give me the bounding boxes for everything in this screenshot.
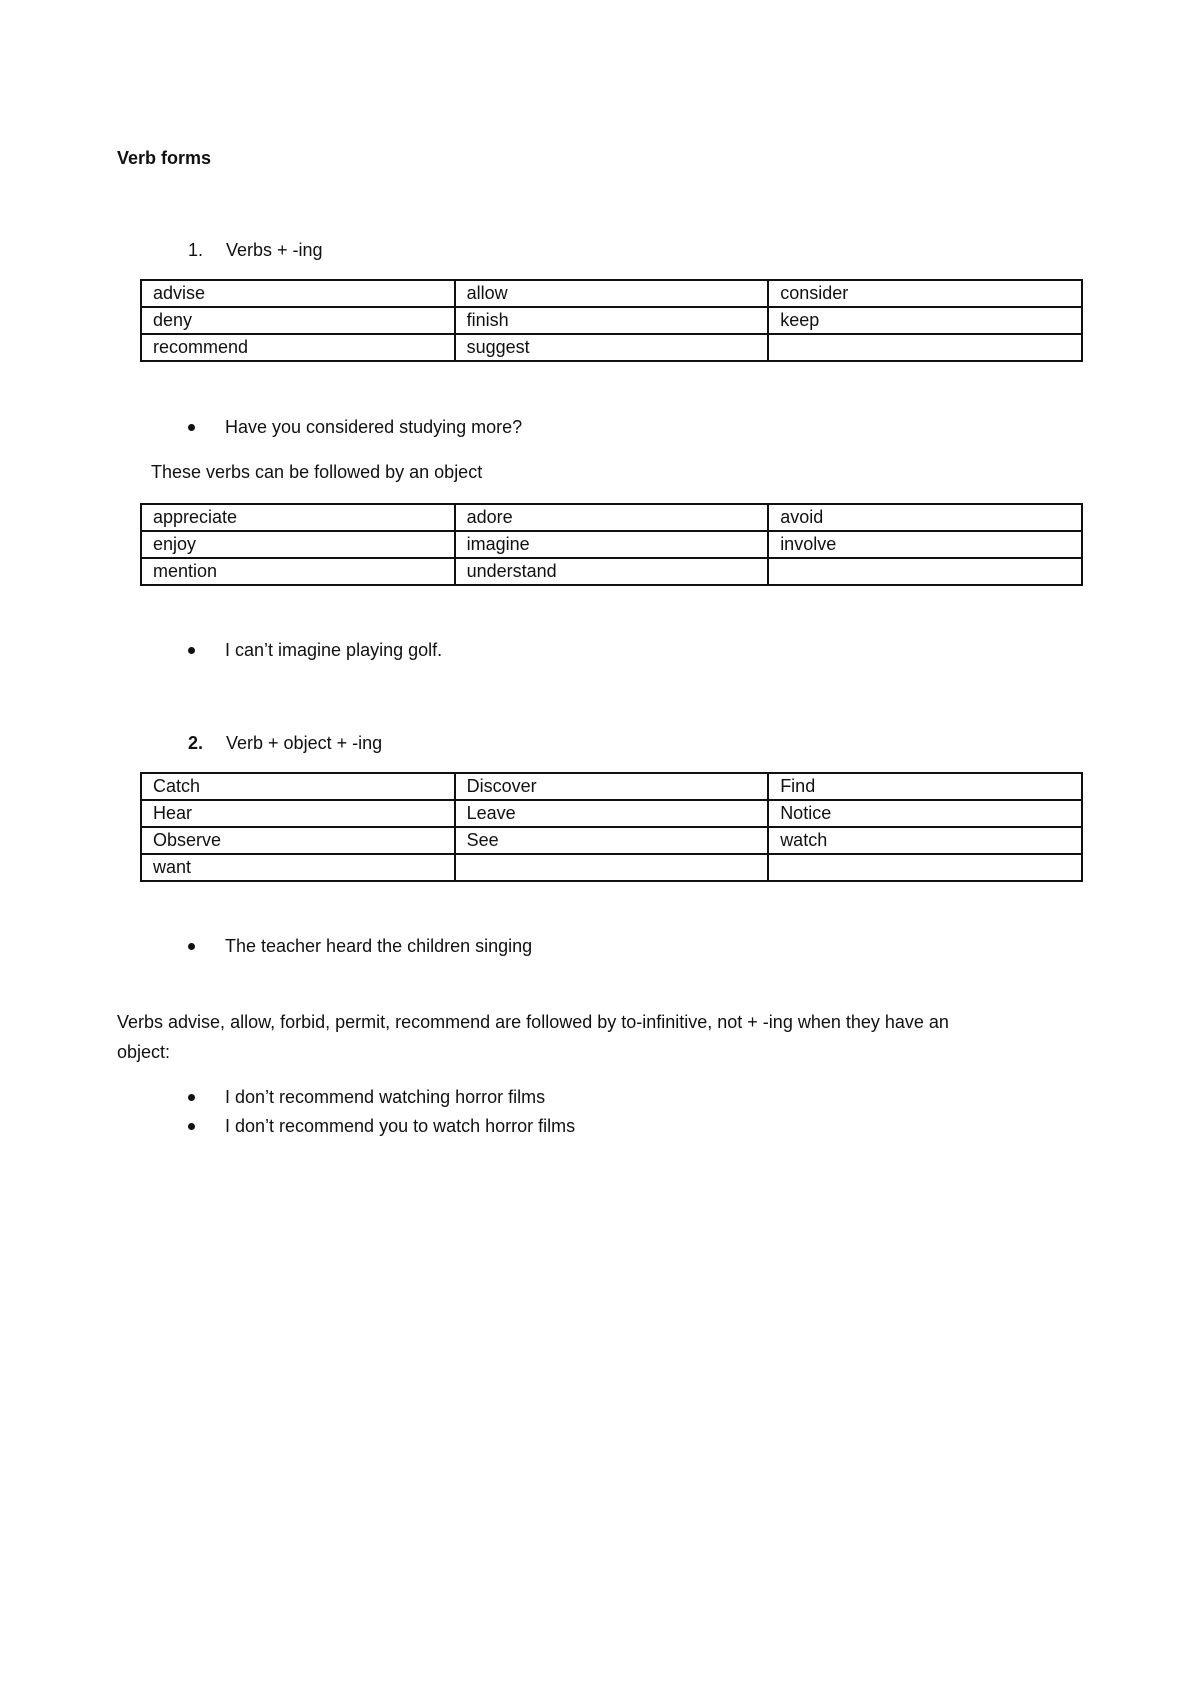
table-cell: enjoy — [141, 531, 455, 558]
bullet-icon — [188, 943, 195, 950]
table-cell: allow — [455, 280, 769, 307]
table-cell: want — [141, 854, 455, 881]
table-cell: adore — [455, 504, 769, 531]
example-text: I don’t recommend you to watch horror films — [225, 1116, 576, 1136]
table-row — [141, 827, 1082, 854]
section-1-heading — [188, 239, 323, 261]
table-cell: watch — [768, 827, 1082, 854]
section-1-number: 1. — [188, 240, 204, 260]
table-cell: advise — [141, 280, 455, 307]
table-row — [141, 800, 1082, 827]
table-cell: consider — [768, 280, 1082, 307]
section-2-heading — [188, 732, 382, 754]
table-cell: Hear — [141, 800, 455, 827]
table-cell — [455, 854, 769, 881]
table-cell: avoid — [768, 504, 1082, 531]
table-cell — [768, 854, 1082, 881]
table-cell — [768, 334, 1082, 361]
table-cell: deny — [141, 307, 455, 334]
table-cell: appreciate — [141, 504, 455, 531]
table-cell — [768, 558, 1082, 585]
table-cell: understand — [455, 558, 769, 585]
table-row — [141, 307, 1082, 334]
table-cell: mention — [141, 558, 455, 585]
table-cell: involve — [768, 531, 1082, 558]
table-cell: Observe — [141, 827, 455, 854]
example-text: I can’t imagine playing golf. — [225, 640, 443, 660]
bullet-icon — [188, 1123, 195, 1130]
example-text: Have you considered studying more? — [225, 417, 523, 437]
table-cell: Find — [768, 773, 1082, 800]
table-row — [141, 854, 1082, 881]
table-row — [141, 334, 1082, 361]
section-2-heading-text: Verb + object + -ing — [226, 733, 383, 753]
verbs-ing-table — [140, 279, 1083, 362]
table-cell: See — [455, 827, 769, 854]
table-cell: finish — [455, 307, 769, 334]
bullet-icon — [188, 647, 195, 654]
table-cell: Leave — [455, 800, 769, 827]
table-cell: Notice — [768, 800, 1082, 827]
section-2-number: 2. — [188, 733, 204, 753]
bullet-icon — [188, 1094, 195, 1101]
document-title: Verb forms — [117, 148, 212, 168]
infinitive-note-line: object: — [117, 1042, 171, 1062]
infinitive-note-line: Verbs advise, allow, forbid, permit, recommend are followed by to-infinitive, not + -ing when they have an — [117, 1012, 949, 1032]
table-cell: recommend — [141, 334, 455, 361]
verbs-object-table — [140, 503, 1083, 586]
table-row — [141, 531, 1082, 558]
table-row — [141, 504, 1082, 531]
bullet-icon — [188, 424, 195, 431]
infinitive-note — [117, 1007, 949, 1067]
table-row — [141, 558, 1082, 585]
table-cell: Discover — [455, 773, 769, 800]
table-cell: imagine — [455, 531, 769, 558]
table-cell: Catch — [141, 773, 455, 800]
verb-object-ing-table — [140, 772, 1083, 882]
table-cell: suggest — [455, 334, 769, 361]
example-text: I don’t recommend watching horror films — [225, 1087, 546, 1107]
table-cell: keep — [768, 307, 1082, 334]
table-row — [141, 773, 1082, 800]
section-1-heading-text: Verbs + -ing — [226, 240, 323, 260]
example-text: The teacher heard the children singing — [225, 936, 533, 956]
object-note: These verbs can be followed by an object — [151, 462, 483, 482]
table-row — [141, 280, 1082, 307]
